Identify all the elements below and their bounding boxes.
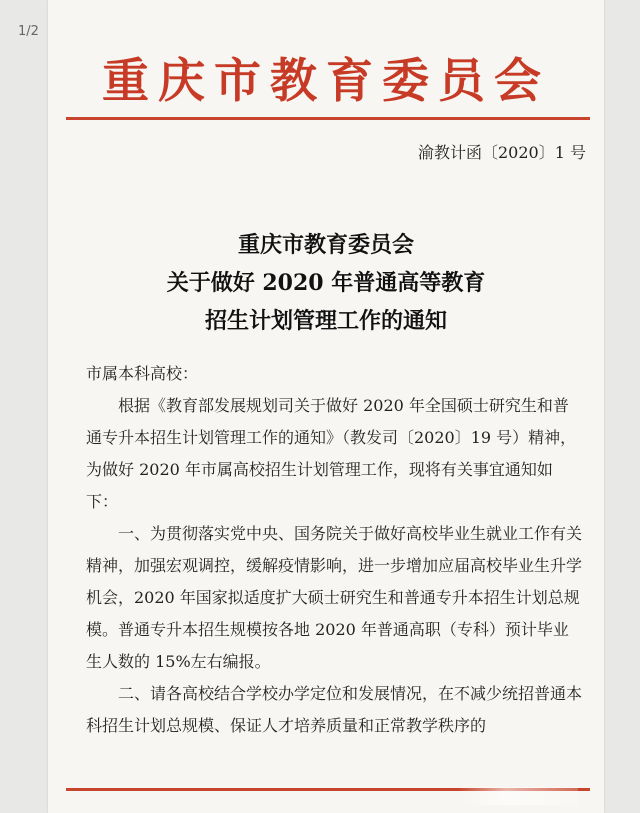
paragraph-1: 根据《教育部发展规划司关于做好 2020 年全国硕士研究生和普通专升本招生计划管理工作的通知》（教发司〔2020〕19 号）精神，为做好 2020 年市属高校招生计划管理工作，现将有关事宜通知如下： (86, 396, 577, 511)
document-body (86, 358, 584, 742)
title-line-1: 重庆市教育委员会 (237, 232, 414, 258)
salutation: 市属本科高校： (86, 364, 199, 383)
document-title (48, 226, 604, 340)
title-line-2: 关于做好 2020 年普通高等教育 (166, 270, 486, 296)
document-page (48, 0, 604, 813)
watermark-overlay (458, 787, 578, 805)
letterhead-red-rule (66, 117, 590, 120)
paragraph-2: 一、为贯彻落实党中央、国务院关于做好高校毕业生就业工作有关精神，加强宏观调控，缓解疫情影响，进一步增加应届高校毕业生升学机会，2020 年国家拟适度扩大硕士研究生和普通专升本招生计划总规模。普通专升本招生规模按各地 2020 年普通高职（专科）预计毕业生人数的 15%左右编报。 (86, 524, 583, 671)
document-reference-number: 渝教计函〔2020〕1 号 (418, 143, 586, 162)
letterhead-title: 重庆市教育委员会 (102, 54, 550, 109)
paragraph-3: 二、请各高校结合学校办学定位和发展情况，在不减少统招普通本科招生计划总规模、保证人才培养质量和正常教学秩序的 (86, 684, 583, 735)
title-line-3: 招生计划管理工作的通知 (204, 308, 447, 334)
page-indicator: 1/2 (18, 24, 39, 39)
